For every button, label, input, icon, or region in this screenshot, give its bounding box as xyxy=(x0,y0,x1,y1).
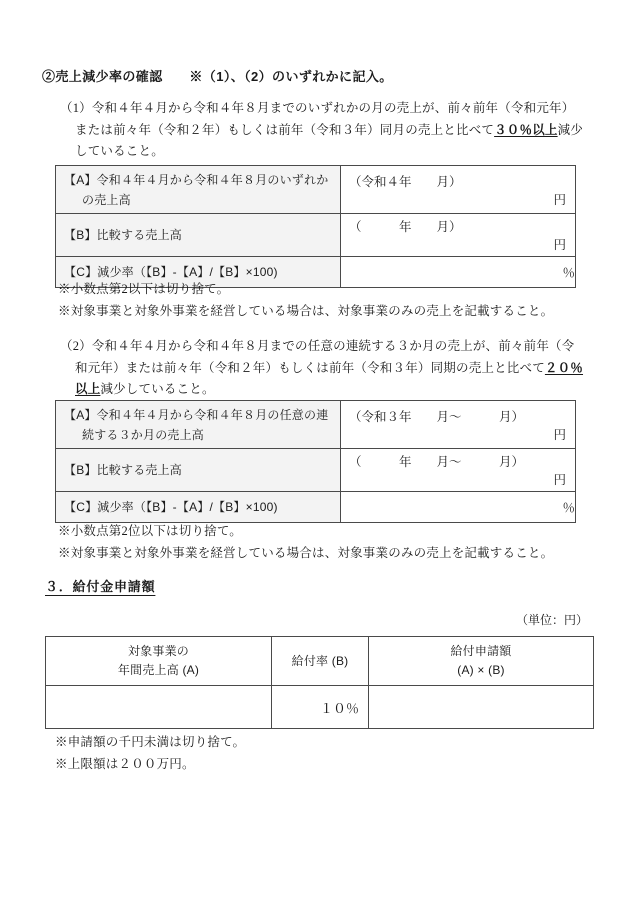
condition-2-number: （2） xyxy=(60,339,92,353)
condition-2-threshold: ２０％以上 xyxy=(75,360,584,396)
condition-2-tail: 減少していること。 xyxy=(100,382,215,396)
condition-2-text: 令和４年４月から令和４年８月までの任意の連続する３か月の売上が、前々前年（令和元年）または前々年（令和２年）もしくは前年（令和３年）同期の売上と比べて xyxy=(75,339,575,375)
table1-note-2: ※対象事業と対象外事業を経営している場合は、対象事業のみの売上を記載すること。 xyxy=(58,304,554,318)
table2-row-a-unit-yen: 円 xyxy=(553,427,566,442)
condition-1-text: 令和４年４月から令和４年８月までのいずれかの月の売上が、前々前年（令和元年）または前々年（令和２年）もしくは前年（令和３年）同月の売上と比べて xyxy=(75,101,575,137)
table1-row-a-unit-yen: 円 xyxy=(553,192,566,207)
grant-application-table xyxy=(45,636,594,729)
grant-rate-value: １０％ xyxy=(319,700,359,716)
table2-note-1: ※小数点第2位以下は切り捨て。 xyxy=(58,524,243,538)
grant-col2-header: 給付率 (B) xyxy=(291,653,349,668)
grant-note-1: ※申請額の千円未満は切り捨て。 xyxy=(55,735,246,749)
table1-row-b-label-cell xyxy=(56,214,341,257)
condition-2-paragraph xyxy=(60,336,586,401)
table2-row-b xyxy=(56,449,576,492)
grant-col3-header-line1: 給付申請額 xyxy=(450,644,512,658)
table1-row-a xyxy=(56,166,576,214)
unit-yen-label: （単位：円） xyxy=(515,613,588,627)
table1-row-b-amount-field[interactable] xyxy=(341,214,576,257)
table2-row-b-unit-yen: 円 xyxy=(553,473,566,487)
grant-note-2: ※上限額は２００万円。 xyxy=(55,757,195,771)
grant-table-value-row xyxy=(46,686,594,729)
table1-row-b-unit-yen: 円 xyxy=(553,238,566,252)
table2-row-c-unit-percent: ％ xyxy=(562,501,575,515)
table1-row-c-label: 【C】減少率（【B】-【A】/【B】×100) xyxy=(64,265,278,279)
grant-col1-header-line1: 対象事業の xyxy=(127,644,189,658)
grant-col3-header-cell xyxy=(369,637,594,686)
condition-1-tail: 減少していること。 xyxy=(75,122,584,158)
table2-notes xyxy=(58,520,553,564)
table1-row-b-label: 【B】比較する売上高 xyxy=(64,228,183,242)
table2-row-a-label-line1: 【A】令和４年４月から令和４年８月の任意の連 xyxy=(64,408,329,422)
table1-row-a-amount-field[interactable] xyxy=(341,166,576,214)
table2-row-c xyxy=(56,492,576,523)
grant-col1-header-line2: 年間売上高 (A) xyxy=(117,663,200,677)
table1-notes xyxy=(58,278,553,322)
annual-sales-field[interactable] xyxy=(46,686,272,729)
grant-table-header-row xyxy=(46,637,594,686)
section2-heading: ②売上減少率の確認 ※（1）、（2）のいずれかに記入。 xyxy=(42,69,393,84)
table2-row-b-amount-field[interactable] xyxy=(341,449,576,492)
sales-decline-table-2 xyxy=(55,400,576,523)
grant-col3-header-line2: (A) × (B) xyxy=(457,663,505,677)
grant-amount-field[interactable] xyxy=(369,686,594,729)
table1-row-b xyxy=(56,214,576,257)
table2-row-a-amount-field[interactable] xyxy=(341,401,576,449)
table1-row-a-label-line1: 【A】令和４年４月から令和４年８月のいずれか xyxy=(64,173,329,187)
table1-row-a-label-line2: の売上高 xyxy=(82,193,131,207)
section3-heading: ３．給付金申請額 xyxy=(45,579,156,594)
table2-row-c-label: 【C】減少率（【B】-【A】/【B】×100) xyxy=(64,500,278,514)
grant-col2-header-cell xyxy=(272,637,369,686)
table2-row-a-label-cell xyxy=(56,401,341,449)
table1-row-c-unit-percent: ％ xyxy=(562,266,575,280)
grant-rate-cell xyxy=(272,686,369,729)
table1-note-1: ※小数点第2以下は切り捨て。 xyxy=(58,282,230,296)
table1-row-a-label-cell xyxy=(56,166,341,214)
table2-row-b-label: 【B】比較する売上高 xyxy=(64,463,183,477)
table2-row-a-period-hint: （令和３年 月～ 月） xyxy=(349,409,525,424)
condition-1-number: （1） xyxy=(60,101,92,115)
table1-row-b-period-hint: （ 年 月） xyxy=(349,220,462,234)
table2-row-b-label-cell xyxy=(56,449,341,492)
sales-decline-table-1 xyxy=(55,165,576,288)
grant-table-notes xyxy=(55,731,245,775)
table2-note-2: ※対象事業と対象外事業を経営している場合は、対象事業のみの売上を記載すること。 xyxy=(58,546,554,560)
condition-1-threshold: ３０％以上 xyxy=(494,122,558,137)
condition-1-paragraph xyxy=(60,98,586,163)
grant-col1-header-cell xyxy=(46,637,272,686)
table1-row-a-period-hint: （令和４年 月） xyxy=(349,174,462,189)
table2-row-a xyxy=(56,401,576,449)
table2-row-c-rate-field[interactable] xyxy=(341,492,576,523)
table2-row-b-period-hint: （ 年 月～ 月） xyxy=(349,455,525,469)
table2-row-a-label-line2: 続する３か月の売上高 xyxy=(82,428,205,442)
table2-row-c-label-cell xyxy=(56,492,341,523)
